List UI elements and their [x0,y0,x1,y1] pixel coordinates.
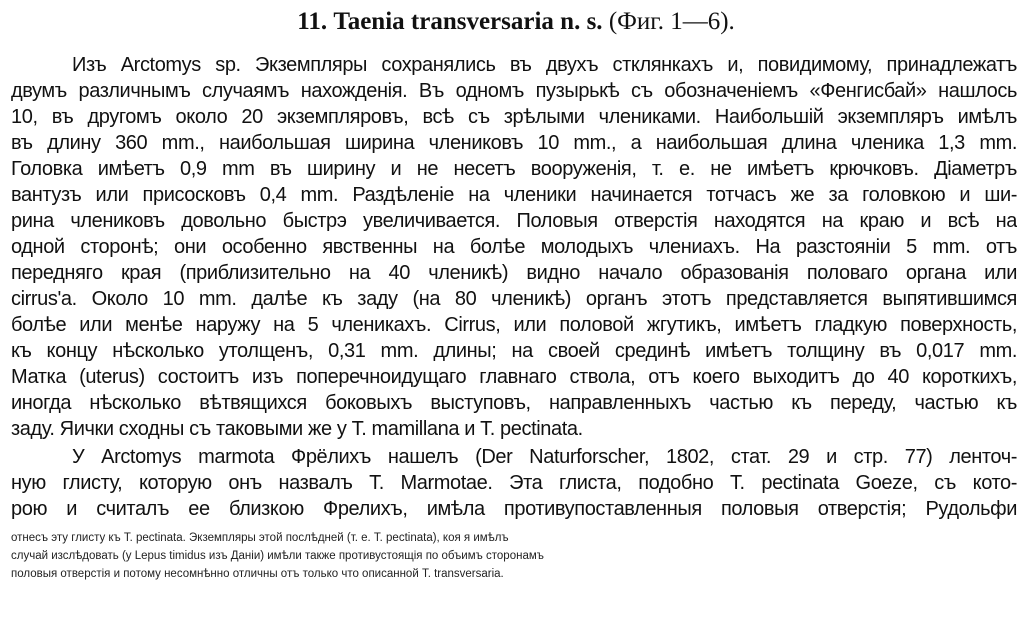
text-line: заду. Яички сходны съ таковыми же у T. mamillana и T. pectinata. [11,418,583,440]
footnote-line: половыя отверстія и потому несомнѣнно отличны отъ только что описанной T. transversaria. [11,568,504,580]
section-heading [0,6,1032,38]
text-line: въ длину 360 mm., наибольшая ширина члениковъ 10 mm., а наибольшая длина членика 1,3 mm. [11,132,1017,154]
text-line: болѣе или менѣе наружу на 5 членикахъ. Cirrus, или половой жгутикъ, имѣетъ гладкую поверхность, [11,314,1017,336]
section-number: 11. [297,8,328,35]
text-line: cirrus'a. Около 10 mm. далѣе къ заду (на 80 членикѣ) органъ этотъ представляется выпятившимся [11,288,1017,310]
footnote-line: случай изслѣдовать (у Lepus timidus изъ Даніи) имѣли также противустоящія по объимъ сторонамъ [11,550,544,562]
text-line: У Arctomys marmota Фрёлихъ нашелъ (Der Naturforscher, 1802, стат. 29 и стр. 77) ленточ- [72,446,1017,468]
text-line: двумъ различнымъ случаямъ нахожденія. Въ одномъ пузырькѣ съ обозначеніемъ «Фенгисбай» нашлось [11,80,1017,102]
text-line: Изъ Arctomys sp. Экземпляры сохранялись въ двухъ стклянкахъ и, повидимому, принадлежатъ [72,54,1017,76]
figure-reference: (Фиг. 1—6). [608,8,735,35]
text-line: ную глисту, которую онъ назвалъ T. Marmotae. Эта глиста, подобно T. pectinata Goeze, съ кото- [11,472,1017,494]
text-line: 10, въ другомъ около 20 экземпляровъ, всѣ съ зрѣлыми члениками. Наибольшій экземпляръ имѣлъ [11,106,1017,128]
text-line: къ концу нѣсколько утолщенъ, 0,31 mm. длины; на своей срединѣ имѣетъ толщину въ 0,017 mm. [11,340,1017,362]
text-line: передняго края (приблизительно на 40 членикѣ) видно начало образованія половаго органа или [11,262,1017,284]
footnote-line: отнесъ эту глисту къ T. pectinata. Экземпляры этой послѣдней (т. е. T. pectinata), коя я имѣлъ [11,532,509,544]
text-line: одной сторонѣ; они особенно явственны на болѣе молодыхъ члениахъ. На разстояніи 5 mm. отъ [11,236,1017,258]
text-line: иногда нѣсколько вѣтвящихся боковыхъ выступовъ, направленныхъ частью къ переду, частью къ [11,392,1017,414]
text-line: Матка (uterus) состоитъ изъ поперечноидущаго главнаго ствола, отъ коего выходитъ до 40 короткихъ, [11,366,1017,388]
text-line: рина члениковъ довольно быстрэ увеличивается. Половыя отверстія находятся на краю и всѣ на [11,210,1017,232]
species-name: Taenia transversaria n. s. [333,8,603,35]
text-line: вантузъ или присосковъ 0,4 mm. Раздѣленіе на членики начинается тотчасъ же за головкою и ши- [11,184,1017,206]
text-line: рою и считалъ ее близкою Фрелихъ, имѣла противупоставленныя половыя отверстія; Рудольфи [11,498,1017,520]
text-line: Головка имѣетъ 0,9 mm въ ширину и не несетъ вооруженія, т. е. не имѣетъ крючковъ. Діаметръ [11,158,1017,180]
